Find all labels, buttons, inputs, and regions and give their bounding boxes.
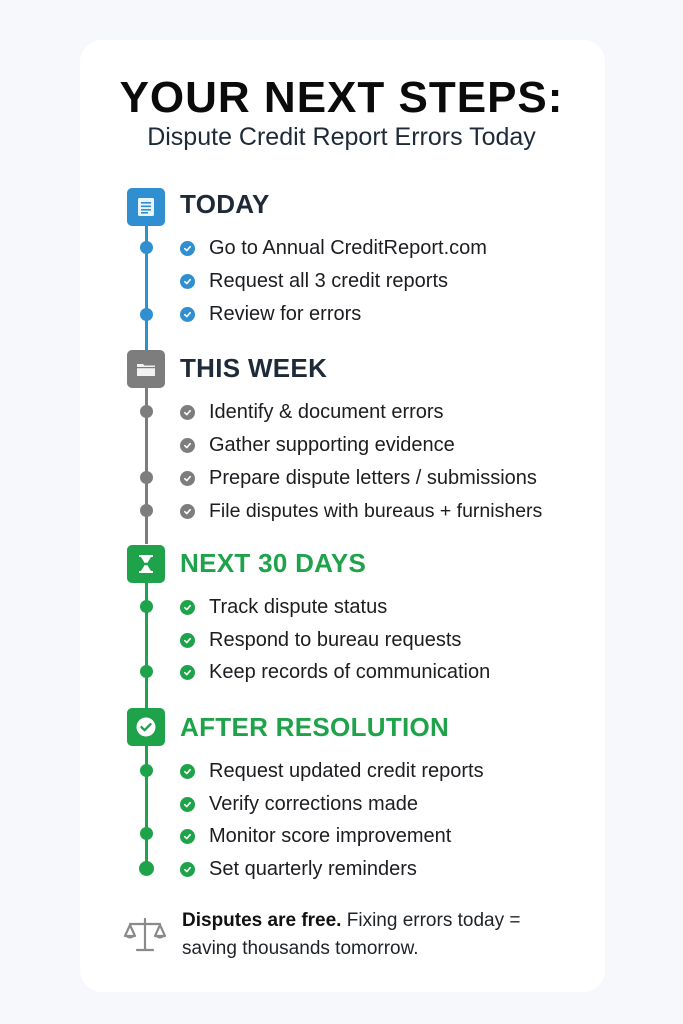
check-icon — [180, 633, 195, 648]
list-item-text: Verify corrections made — [209, 793, 418, 815]
list-item — [180, 594, 387, 620]
section-title-today: TODAY — [180, 189, 270, 219]
check-icon — [180, 797, 195, 812]
check-icon — [180, 438, 195, 453]
list-item-text: File disputes with bureaus + furnishers — [209, 500, 543, 522]
list-item — [180, 627, 461, 653]
timeline-dot — [140, 405, 153, 418]
list-item-text: Monitor score improvement — [209, 825, 452, 847]
list-item-text: Review for errors — [209, 303, 362, 325]
list-item-text: Respond to bureau requests — [209, 629, 462, 651]
list-item-text: Go to Annual CreditReport.com — [209, 237, 487, 259]
footer-text — [182, 907, 572, 963]
list-item — [180, 235, 487, 261]
timeline-dot — [140, 471, 153, 484]
timeline-dot — [140, 665, 153, 678]
list-item — [180, 465, 537, 491]
folder-icon — [127, 350, 165, 388]
list-item — [180, 856, 417, 882]
list-item-text: Track dispute status — [209, 596, 388, 618]
section-title-after-resolution: AFTER RESOLUTION — [180, 712, 450, 742]
timeline-dot — [140, 504, 153, 517]
check-icon — [180, 764, 195, 779]
check-icon — [180, 504, 195, 519]
timeline-dot — [140, 764, 153, 777]
check-icon — [180, 829, 195, 844]
hourglass-icon — [127, 545, 165, 583]
list-item — [180, 498, 542, 524]
timeline-dot — [140, 600, 153, 613]
timeline-dot — [139, 861, 154, 876]
timeline-dot — [140, 308, 153, 321]
list-item-text: Request all 3 credit reports — [209, 270, 449, 292]
check-icon — [180, 665, 195, 680]
check-icon — [180, 307, 195, 322]
page-title: YOUR NEXT STEPS: — [119, 73, 564, 122]
page-subtitle: Dispute Credit Report Errors Today — [147, 123, 536, 151]
checkmark-badge-icon — [127, 708, 165, 746]
check-icon — [180, 241, 195, 256]
list-item — [180, 432, 455, 458]
check-icon — [180, 862, 195, 877]
scales-icon — [122, 915, 168, 955]
check-icon — [180, 600, 195, 615]
check-icon — [180, 405, 195, 420]
list-item-text: Set quarterly reminders — [209, 858, 417, 880]
list-item — [180, 301, 361, 327]
document-icon — [127, 188, 165, 226]
list-item-text: Prepare dispute letters / submissions — [209, 467, 537, 489]
list-item — [180, 758, 484, 784]
list-item — [180, 659, 490, 685]
list-item-text: Gather supporting evidence — [209, 434, 455, 456]
footer-text-bold: Disputes are free. — [182, 910, 342, 931]
section-title-this-week: THIS WEEK — [180, 353, 328, 383]
list-item — [180, 399, 444, 425]
check-icon — [180, 274, 195, 289]
timeline-dot — [140, 241, 153, 254]
list-item-text: Keep records of communication — [209, 661, 491, 683]
timeline-dot — [140, 827, 153, 840]
list-item-text: Identify & document errors — [209, 401, 444, 423]
list-item — [180, 823, 451, 849]
list-item — [180, 791, 418, 817]
section-title-next-30-days: NEXT 30 DAYS — [180, 548, 367, 578]
footer-note — [122, 907, 572, 963]
list-item-text: Request updated credit reports — [209, 760, 484, 782]
check-icon — [180, 471, 195, 486]
list-item — [180, 268, 448, 294]
footer-text-rest: Fixing errors today = saving thousands tomorrow. — [182, 910, 521, 959]
